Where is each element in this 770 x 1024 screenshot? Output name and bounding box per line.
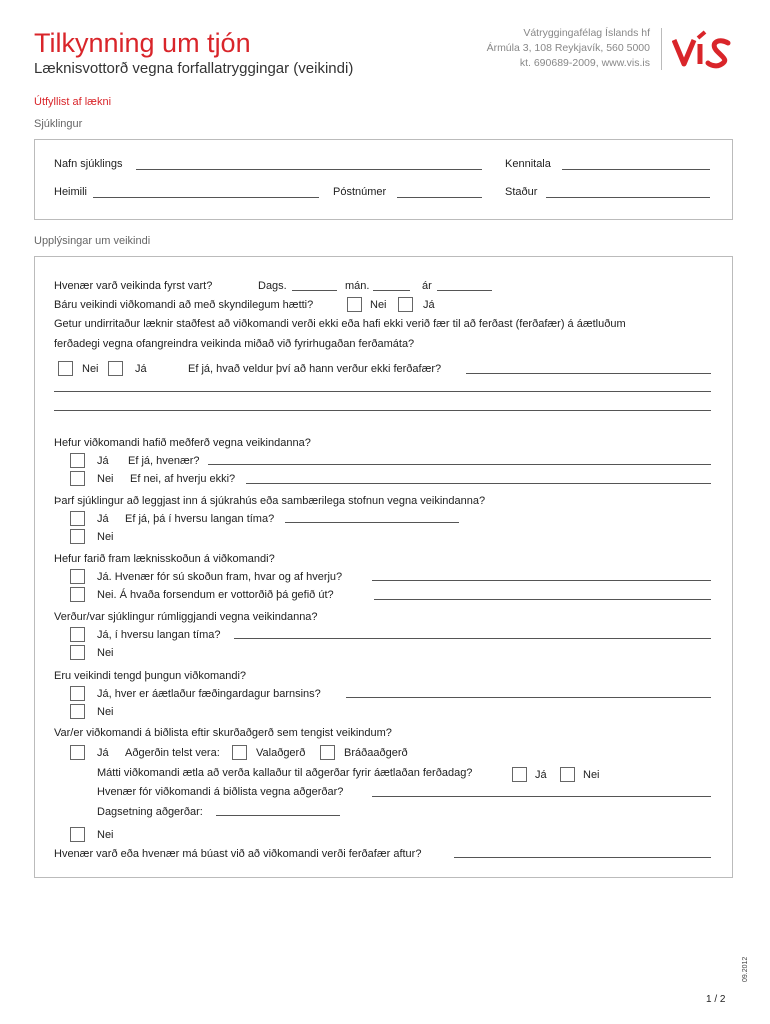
treatment-yes-checkbox[interactable] (70, 453, 85, 468)
q-fit-again: Hvenær varð eða hvenær má búast við að viðkomandi verði ferðafær aftur? (54, 848, 422, 860)
vis-logo (672, 30, 734, 70)
called-yes-checkbox[interactable] (512, 767, 527, 782)
surgery-type-label: Aðgerðin telst vera: (125, 747, 220, 759)
form-code: 09.2012 (742, 956, 749, 982)
exam-yes-checkbox[interactable] (70, 569, 85, 584)
sudden-yes-label: Já (423, 299, 435, 311)
page-title: Tilkynning um tjón (34, 28, 251, 58)
hospital-no-label: Nei (97, 531, 114, 543)
confirm-no-label: Nei (82, 363, 99, 375)
hospital-duration: Ef já, þá í hversu langan tíma? (125, 513, 275, 525)
hospital-yes-checkbox[interactable] (70, 511, 85, 526)
name-field[interactable] (136, 169, 482, 170)
fit-again-field[interactable] (454, 857, 711, 858)
sudden-no-checkbox[interactable] (347, 297, 362, 312)
bedridden-duration-field[interactable] (234, 638, 711, 639)
treatment-no-label: Nei (97, 473, 114, 485)
confirm-yes-checkbox[interactable] (108, 361, 123, 376)
illness-heading: Upplýsingar um veikindi (34, 235, 151, 247)
sudden-yes-checkbox[interactable] (398, 297, 413, 312)
month-label: mán. (345, 280, 370, 292)
day-label: Dags. (258, 280, 287, 292)
year-field[interactable] (437, 290, 492, 291)
pregnancy-no-checkbox[interactable] (70, 704, 85, 719)
treatment-no-why: Ef nei, af hverju ekki? (130, 473, 236, 485)
hospital-yes-label: Já (97, 513, 109, 525)
pregnancy-yes-label: Já, hver er áætlaður fæðingardagur barnsins? (97, 688, 321, 700)
place-field[interactable] (546, 197, 710, 198)
confirm-why-field-2[interactable] (54, 391, 711, 392)
month-field[interactable] (373, 290, 410, 291)
name-label: Nafn sjúklings (54, 158, 123, 170)
elective-label: Valaðgerð (256, 747, 306, 759)
q-exam: Hefur farið fram læknisskoðun á viðkomandi? (54, 553, 275, 565)
surgery-date-label: Dagsetning aðgerðar: (97, 806, 203, 818)
called-yes-label: Já (535, 769, 547, 781)
exam-no-label: Nei. Á hvaða forsendum er vottorðið þá gefið út? (97, 589, 334, 601)
waitlist-no-checkbox[interactable] (70, 827, 85, 842)
q-sudden: Báru veikindi viðkomandi að með skyndilegum hætti? (54, 299, 314, 311)
bedridden-no-checkbox[interactable] (70, 645, 85, 660)
q-waitlist: Var/er viðkomandi á biðlista eftir skurðaðgerð sem tengist veikindum? (54, 727, 392, 739)
hospital-duration-field[interactable] (285, 522, 459, 523)
kennitala-label: Kennitala (505, 158, 551, 170)
confirm-no-checkbox[interactable] (58, 361, 73, 376)
page-subtitle: Læknisvottorð vegna forfallatryggingar (veikindi) (34, 60, 354, 77)
pregnancy-date-field[interactable] (346, 697, 711, 698)
waitlist-no-label: Nei (97, 829, 114, 841)
treatment-why-field[interactable] (246, 483, 711, 484)
q-when: Hvenær varð veikinda fyrst vart? (54, 280, 213, 292)
sudden-no-label: Nei (370, 299, 387, 311)
confirm-yes-label: Já (135, 363, 147, 375)
q-when-list: Hvenær fór viðkomandi á biðlista vegna aðgerðar? (97, 786, 344, 798)
exam-yes-label: Já. Hvenær fór sú skoðun fram, hvar og af hverju? (97, 571, 343, 583)
company-name: Vátryggingafélag Íslands hf (523, 27, 650, 39)
q-treatment: Hefur viðkomandi hafið meðferð vegna veikindanna? (54, 437, 311, 449)
company-info (487, 26, 650, 71)
treatment-yes-when: Ef já, hvenær? (128, 455, 200, 467)
year-label: ár (422, 280, 432, 292)
waitlist-yes-checkbox[interactable] (70, 745, 85, 760)
header-divider (661, 28, 662, 70)
waitlist-date-field[interactable] (372, 796, 711, 797)
treatment-no-checkbox[interactable] (70, 471, 85, 486)
q-pregnancy: Eru veikindi tengd þungun viðkomandi? (54, 670, 247, 682)
elective-checkbox[interactable] (232, 745, 247, 760)
bedridden-yes-checkbox[interactable] (70, 627, 85, 642)
doctor-section-label: Útfyllist af lækni (34, 96, 112, 108)
bedridden-no-label: Nei (97, 647, 114, 659)
company-kt: kt. 690689-2009, www.vis.is (519, 57, 650, 69)
exam-yes-field[interactable] (372, 580, 711, 581)
q-bedridden: Verður/var sjúklingur rúmliggjandi vegna veikindanna? (54, 611, 318, 623)
place-label: Staður (505, 186, 538, 198)
q-called: Mátti viðkomandi ætla að verða kallaður til aðgerðar fyrir áætlaðan ferðadag? (97, 767, 473, 779)
q-hospital: Þarf sjúklingur að leggjast inn á sjúkrahús eða sambærilega stofnun vegna veikindanna? (54, 495, 486, 507)
bedridden-yes-label: Já, í hversu langan tíma? (97, 629, 221, 641)
confirm-why-field-3[interactable] (54, 410, 711, 411)
treatment-yes-label: Já (97, 455, 109, 467)
page-number: 1 / 2 (706, 994, 726, 1005)
kennitala-field[interactable] (562, 169, 710, 170)
company-address: Ármúla 3, 108 Reykjavík, 560 5000 (486, 42, 650, 54)
exam-no-field[interactable] (374, 599, 711, 600)
waitlist-yes-label: Já (97, 747, 109, 759)
q-confirm-why: Ef já, hvað veldur því að hann verður ekki ferðafær? (188, 363, 442, 375)
emergency-checkbox[interactable] (320, 745, 335, 760)
called-no-checkbox[interactable] (560, 767, 575, 782)
patient-heading: Sjúklingur (34, 118, 83, 130)
address-field[interactable] (93, 197, 319, 198)
confirm-why-field[interactable] (466, 373, 711, 374)
treatment-when-field[interactable] (208, 464, 711, 465)
surgery-date-field[interactable] (216, 815, 340, 816)
pregnancy-no-label: Nei (97, 706, 114, 718)
day-field[interactable] (292, 290, 337, 291)
emergency-label: Bráðaaðgerð (344, 747, 408, 759)
address-label: Heimili (54, 186, 87, 198)
postcode-label: Póstnúmer (333, 186, 387, 198)
q-confirm-line1: Getur undirritaður læknir staðfest að viðkomandi verði ekki eða hafi ekki verið fær til að ferðast (ferðafær) á áætluðum (54, 318, 626, 330)
exam-no-checkbox[interactable] (70, 587, 85, 602)
called-no-label: Nei (583, 769, 600, 781)
postcode-field[interactable] (397, 197, 482, 198)
q-confirm-line2: ferðadegi vegna ofangreindra veikinda miðað við fyrirhugaðan ferðamáta? (54, 338, 415, 350)
pregnancy-yes-checkbox[interactable] (70, 686, 85, 701)
patient-box (34, 139, 733, 220)
hospital-no-checkbox[interactable] (70, 529, 85, 544)
